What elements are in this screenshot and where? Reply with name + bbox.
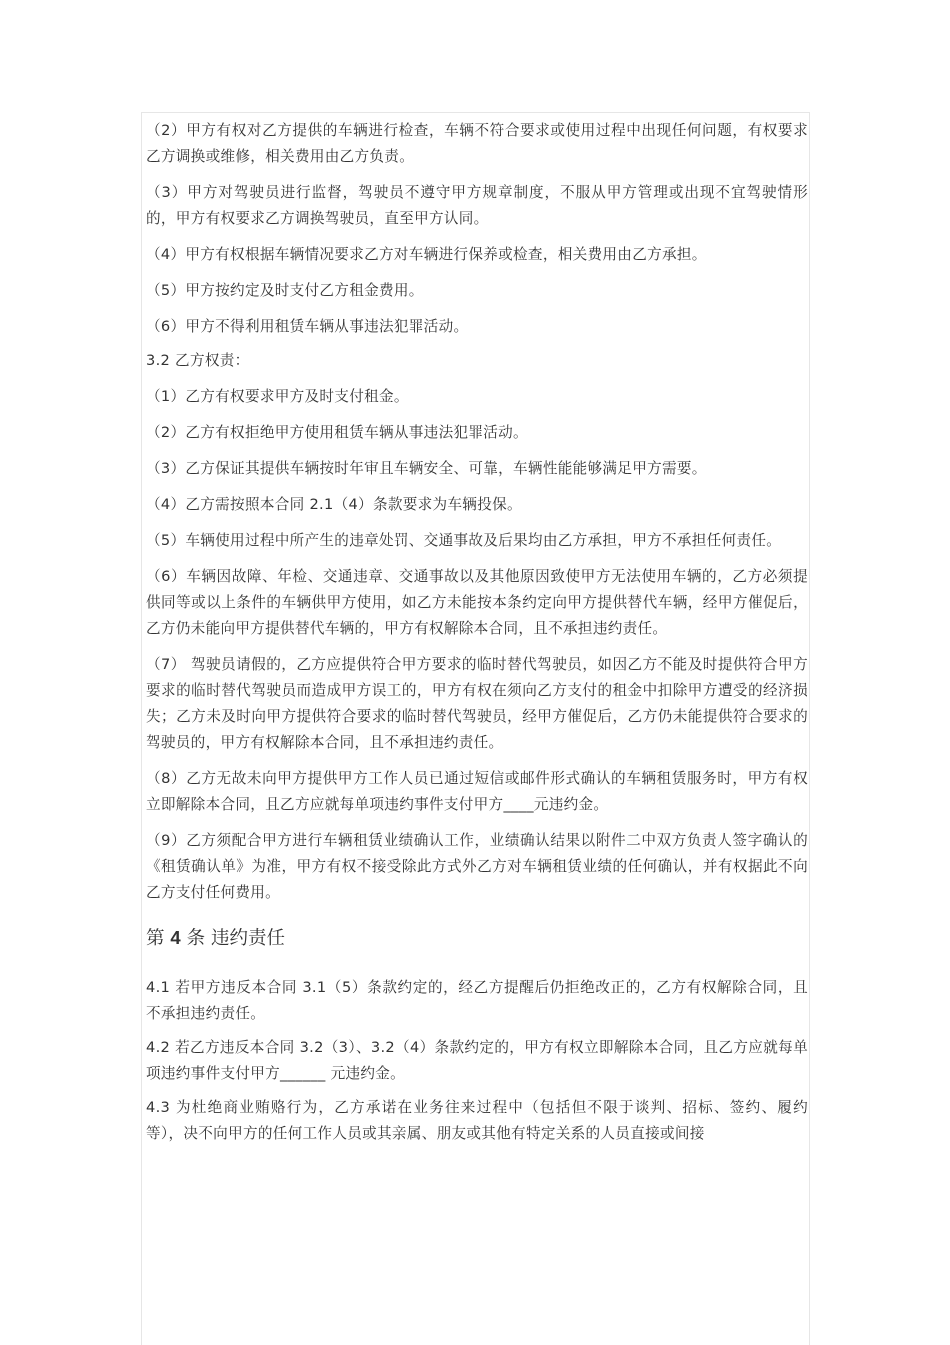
paragraph: （5）车辆使用过程中所产生的违章处罚、交通事故及后果均由乙方承担，甲方不承担任何责任。 <box>146 532 782 549</box>
article-4-heading <box>146 924 808 953</box>
paragraph: （7） 驾驶员请假的，乙方应提供符合甲方要求的临时替代驾驶员，如因乙方不能及时提供符合甲方要求的临时替代驾驶员而造成甲方误工的，甲方有权在须向乙方支付的租金中扣除甲方遭受的经济损失；乙方未及时向甲方提供符合要求的临时替代驾驶员，经甲方催促后，乙方仍未能提供符合要求的驾驶员的，甲方有权解除本合同，且不承担违约责任。 <box>146 656 808 751</box>
paragraph: 4.2 若乙方违反本合同 3.2（3）、3.2（4）条款约定的，甲方有权立即解除本合同，且乙方应就每单项违约事件支付甲方______ 元违约金。 <box>146 1039 808 1082</box>
paragraph: （4）乙方需按照本合同 2.1（4）条款要求为车辆投保。 <box>146 496 522 513</box>
section-32-list <box>146 384 808 906</box>
paragraph: 4.3 为杜绝商业贿赂行为，乙方承诺在业务往来过程中（包括但不限于谈判、招标、签约、履约等），决不向甲方的任何工作人员或其亲属、朋友或其他有特定关系的人员直接或间接 <box>146 1099 808 1142</box>
paragraph: 4.1 若甲方违反本合同 3.1（5）条款约定的，经乙方提醒后仍拒绝改正的，乙方有权解除合同，且不承担违约责任。 <box>146 979 808 1022</box>
article-4-list <box>146 975 808 1147</box>
paragraph: （3）甲方对驾驶员进行监督，驾驶员不遵守甲方规章制度，不服从甲方管理或出现不宜驾驶情形的，甲方有权要求乙方调换驾驶员，直至甲方认同。 <box>146 184 808 227</box>
paragraph: （1）乙方有权要求甲方及时支付租金。 <box>146 388 409 405</box>
article-number: 4 <box>170 927 181 948</box>
paragraph: （2）甲方有权对乙方提供的车辆进行检查，车辆不符合要求或使用过程中出现任何问题，有权要求乙方调换或维修，相关费用由乙方负责。 <box>146 122 808 165</box>
article-title: 条 违约责任 <box>186 928 285 949</box>
paragraph: （5）甲方按约定及时支付乙方租金费用。 <box>146 282 424 299</box>
document-body <box>146 118 808 1155</box>
paragraph: （8）乙方无故未向甲方提供甲方工作人员已通过短信或邮件形式确认的车辆租赁服务时，甲方有权立即解除本合同，且乙方应就每单项违约事件支付甲方____元违约金。 <box>146 770 808 813</box>
paragraph: （4）甲方有权根据车辆情况要求乙方对车辆进行保养或检查，相关费用由乙方承担。 <box>146 246 707 263</box>
paragraph: （6）车辆因故障、年检、交通违章、交通事故以及其他原因致使甲方无法使用车辆的，乙方必须提供同等或以上条件的车辆供甲方使用，如乙方未能按本条约定向甲方提供替代车辆，经甲方催促后，乙方仍未能向甲方提供替代车辆的，甲方有权解除本合同，且不承担违约责任。 <box>146 568 808 637</box>
paragraph: （9）乙方须配合甲方进行车辆租赁业绩确认工作，业绩确认结果以附件二中双方负责人签字确认的《租赁确认单》为准，甲方有权不接受除此方式外乙方对车辆租赁业绩的任何确认，并有权据此不向乙方支付任何费用。 <box>146 832 808 901</box>
article-prefix: 第 <box>146 928 165 949</box>
section-31-list <box>146 118 808 340</box>
paragraph: （3）乙方保证其提供车辆按时年审且车辆安全、可靠，车辆性能能够满足甲方需要。 <box>146 460 707 477</box>
paragraph: （6）甲方不得利用租赁车辆从事违法犯罪活动。 <box>146 318 469 335</box>
section-32-title: 3.2 乙方权责： <box>146 352 250 369</box>
paragraph: （2）乙方有权拒绝甲方使用租赁车辆从事违法犯罪活动。 <box>146 424 528 441</box>
